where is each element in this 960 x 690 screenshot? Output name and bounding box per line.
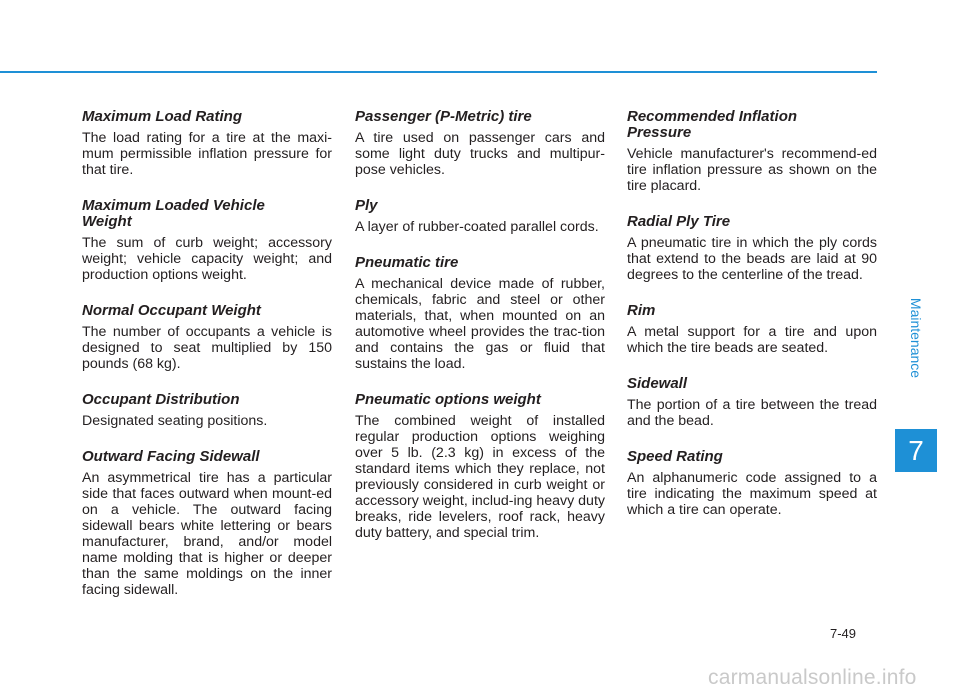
glossary-entry xyxy=(627,109,877,194)
entry-text: A layer of rubber-coated parallel cords. xyxy=(355,219,599,235)
entry-title: Passenger (P-Metric) tire xyxy=(355,108,532,125)
glossary-column-2 xyxy=(355,109,605,561)
entry-text: The sum of curb weight; accessory weight; vehicle capacity weight; and production options weight. xyxy=(82,235,332,283)
glossary-entry xyxy=(82,198,332,283)
watermark: carmanualsonline.info xyxy=(708,666,917,689)
entry-title: Maximum Loaded Vehicle Weight xyxy=(82,197,265,230)
glossary-entry xyxy=(627,214,877,283)
entry-text: Vehicle manufacturer's recommend-ed tire inflation pressure as shown on the tire placard. xyxy=(627,146,877,194)
glossary-entry xyxy=(355,255,605,372)
entry-title: Normal Occupant Weight xyxy=(82,302,261,319)
glossary-entry xyxy=(627,376,877,429)
entry-title: Rim xyxy=(627,302,656,319)
chapter-number-badge: 7 xyxy=(895,429,937,472)
glossary-entry xyxy=(82,303,332,372)
glossary-entry xyxy=(627,303,877,356)
entry-text: A metal support for a tire and upon which the tire beads are seated. xyxy=(627,324,877,356)
entry-text: The portion of a tire between the tread and the bead. xyxy=(627,397,877,429)
entry-text: Designated seating positions. xyxy=(82,413,268,429)
entry-title: Outward Facing Sidewall xyxy=(82,448,260,465)
glossary-entry xyxy=(82,449,332,598)
entry-title: Occupant Distribution xyxy=(82,391,240,408)
entry-text: An asymmetrical tire has a particular side that faces outward when mount-ed on a vehicle. The outward facing sidewall bears white lettering or bears manufacturer, brand, and/or model name molding that is higher or deeper than the same moldings on the inner facing sidewall. xyxy=(82,470,332,598)
entry-title: Sidewall xyxy=(627,375,688,392)
entry-text: A pneumatic tire in which the ply cords that extend to the beads are laid at 90 degrees to the centerline of the tread. xyxy=(627,235,877,283)
entry-text: A mechanical device made of rubber, chemicals, fabric and steel or other materials, that, when mounted on an automotive wheel provides the trac-tion and contains the gas or fluid that sustains the load. xyxy=(355,276,605,372)
glossary-entry xyxy=(355,198,605,235)
page-number: 7-49 xyxy=(830,626,857,641)
entry-text: The combined weight of installed regular production options weighing over 5 lb. (2.3 kg) in excess of the standard items which they replace, not previously considered in curb weight or accessory weight, includ-ing heavy duty breaks, ride levelers, roof rack, heavy duty battery, and special trim. xyxy=(355,413,605,541)
glossary-entry xyxy=(82,392,332,429)
glossary-column-3 xyxy=(627,109,877,538)
glossary-entry xyxy=(355,392,605,541)
entry-text: The load rating for a tire at the maxi-mum permissible inflation pressure for that tire. xyxy=(82,130,332,178)
glossary-entry xyxy=(627,449,877,518)
entry-title: Recommended Inflation Pressure xyxy=(627,108,798,141)
entry-text: The number of occupants a vehicle is designed to seat multiplied by 150 pounds (68 kg). xyxy=(82,324,332,372)
entry-title: Pneumatic options weight xyxy=(355,391,541,408)
glossary-entry xyxy=(355,109,605,178)
entry-title: Pneumatic tire xyxy=(355,254,459,271)
entry-title: Maximum Load Rating xyxy=(82,108,243,125)
entry-title: Speed Rating xyxy=(627,448,723,465)
entry-title: Radial Ply Tire xyxy=(627,213,731,230)
header-rule xyxy=(0,71,877,73)
entry-title: Ply xyxy=(355,197,378,214)
glossary-column-1 xyxy=(82,109,332,618)
entry-text: A tire used on passenger cars and some light duty trucks and multipur-pose vehicles. xyxy=(355,130,605,178)
entry-text: An alphanumeric code assigned to a tire indicating the maximum speed at which a tire can operate. xyxy=(627,470,877,518)
glossary-entry xyxy=(82,109,332,178)
section-tab-label: Maintenance xyxy=(908,297,924,379)
